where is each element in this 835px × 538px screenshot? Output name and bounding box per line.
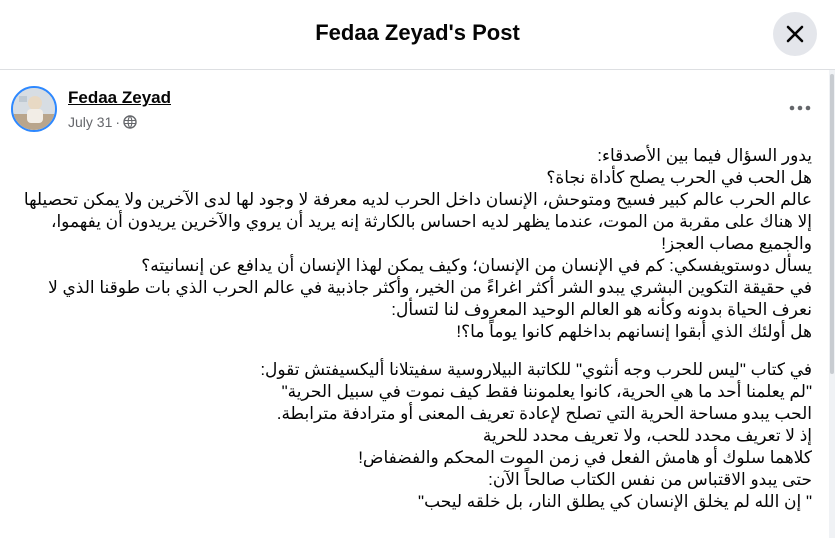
post-meta [68, 114, 137, 130]
post-line: كلاهما سلوك أو هامش الفعل في زمن الموت المحكم والفضفاض! [358, 448, 812, 467]
post-line: عالم الحرب عالم كبير فسيح ومتوحش، الإنسان داخل الحرب لديه معرفة لا وجود لها لدى الآخرين ولا يمكن تحصيلها [23, 190, 812, 209]
post-line: يسأل دوستويفسكي: كم في الإنسان من الإنسان؛ وكيف يمكن لهذا الإنسان أن يدافع عن إنسانيته؟ [141, 256, 812, 275]
avatar-photo [13, 88, 55, 130]
dialog-title: Fedaa Zeyad's Post [315, 20, 520, 45]
post-line: إذ لا تعريف محدد للحب، ولا تعريف محدد للحرية [482, 426, 812, 445]
close-button[interactable] [773, 12, 817, 56]
paragraph-gap [12, 343, 812, 359]
post-dialog-header [0, 0, 835, 70]
meta-separator: · [115, 114, 121, 130]
post-line: في كتاب "ليس للحرب وجه أنثوي" للكاتبة البيلاروسية سفيتلانا أليكسيفتش تقول: [260, 360, 812, 379]
post-line: "لم يعلمنا أحد ما هي الحرية، كانوا يعلموننا فقط كيف نموت في سبيل الحرية" [281, 382, 812, 401]
post-line: في حقيقة التكوين البشري يبدو الشر أكثر اغراءً من الخير، وأكثر جاذبية في عالم الحرب الذي بات طوقنا الذي لا [48, 278, 812, 297]
post-body [12, 145, 812, 513]
close-icon [784, 23, 806, 45]
more-options-icon [789, 105, 811, 111]
more-options-button[interactable] [784, 96, 816, 120]
globe-icon [123, 115, 137, 129]
post-line: هل أولئك الذي أبقوا إنسانهم بداخلهم كانوا يوماً ما؟! [456, 322, 812, 341]
post-line: هل الحب في الحرب يصلح كأداة نجاة؟ [546, 168, 812, 187]
post-line: والجميع مصاب العجز! [661, 234, 812, 253]
author-name-link[interactable]: Fedaa Zeyad [68, 88, 171, 107]
post-line: الحب يبدو مساحة الحرية التي تصلح لإعادة تعريف المعنى أو مترادفة مترابطة. [276, 404, 812, 423]
scrollbar-thumb[interactable] [830, 74, 834, 374]
post-date[interactable]: July 31 [68, 114, 113, 130]
author-avatar[interactable] [11, 86, 57, 132]
post-line: نعرف الحياة بدونه وكأنه هو العالم الوحيد المعروف لنا لتسأل: [391, 300, 812, 319]
post-line: حتى يبدو الاقتباس من نفس الكتاب صالحاً الآن: [488, 470, 812, 489]
post-line: " إن الله لم يخلق الإنسان كي يطلق النار، بل خلقه ليحب" [418, 492, 812, 511]
post-line: إلا هناك على مقربة من الموت، عندما يظهر لديه احساس بالكارثة إنه يريد أن يروي والآخرين يريدون أن يفهموا، [50, 212, 812, 231]
post-line: يدور السؤال فيما بين الأصدقاء: [597, 146, 812, 165]
